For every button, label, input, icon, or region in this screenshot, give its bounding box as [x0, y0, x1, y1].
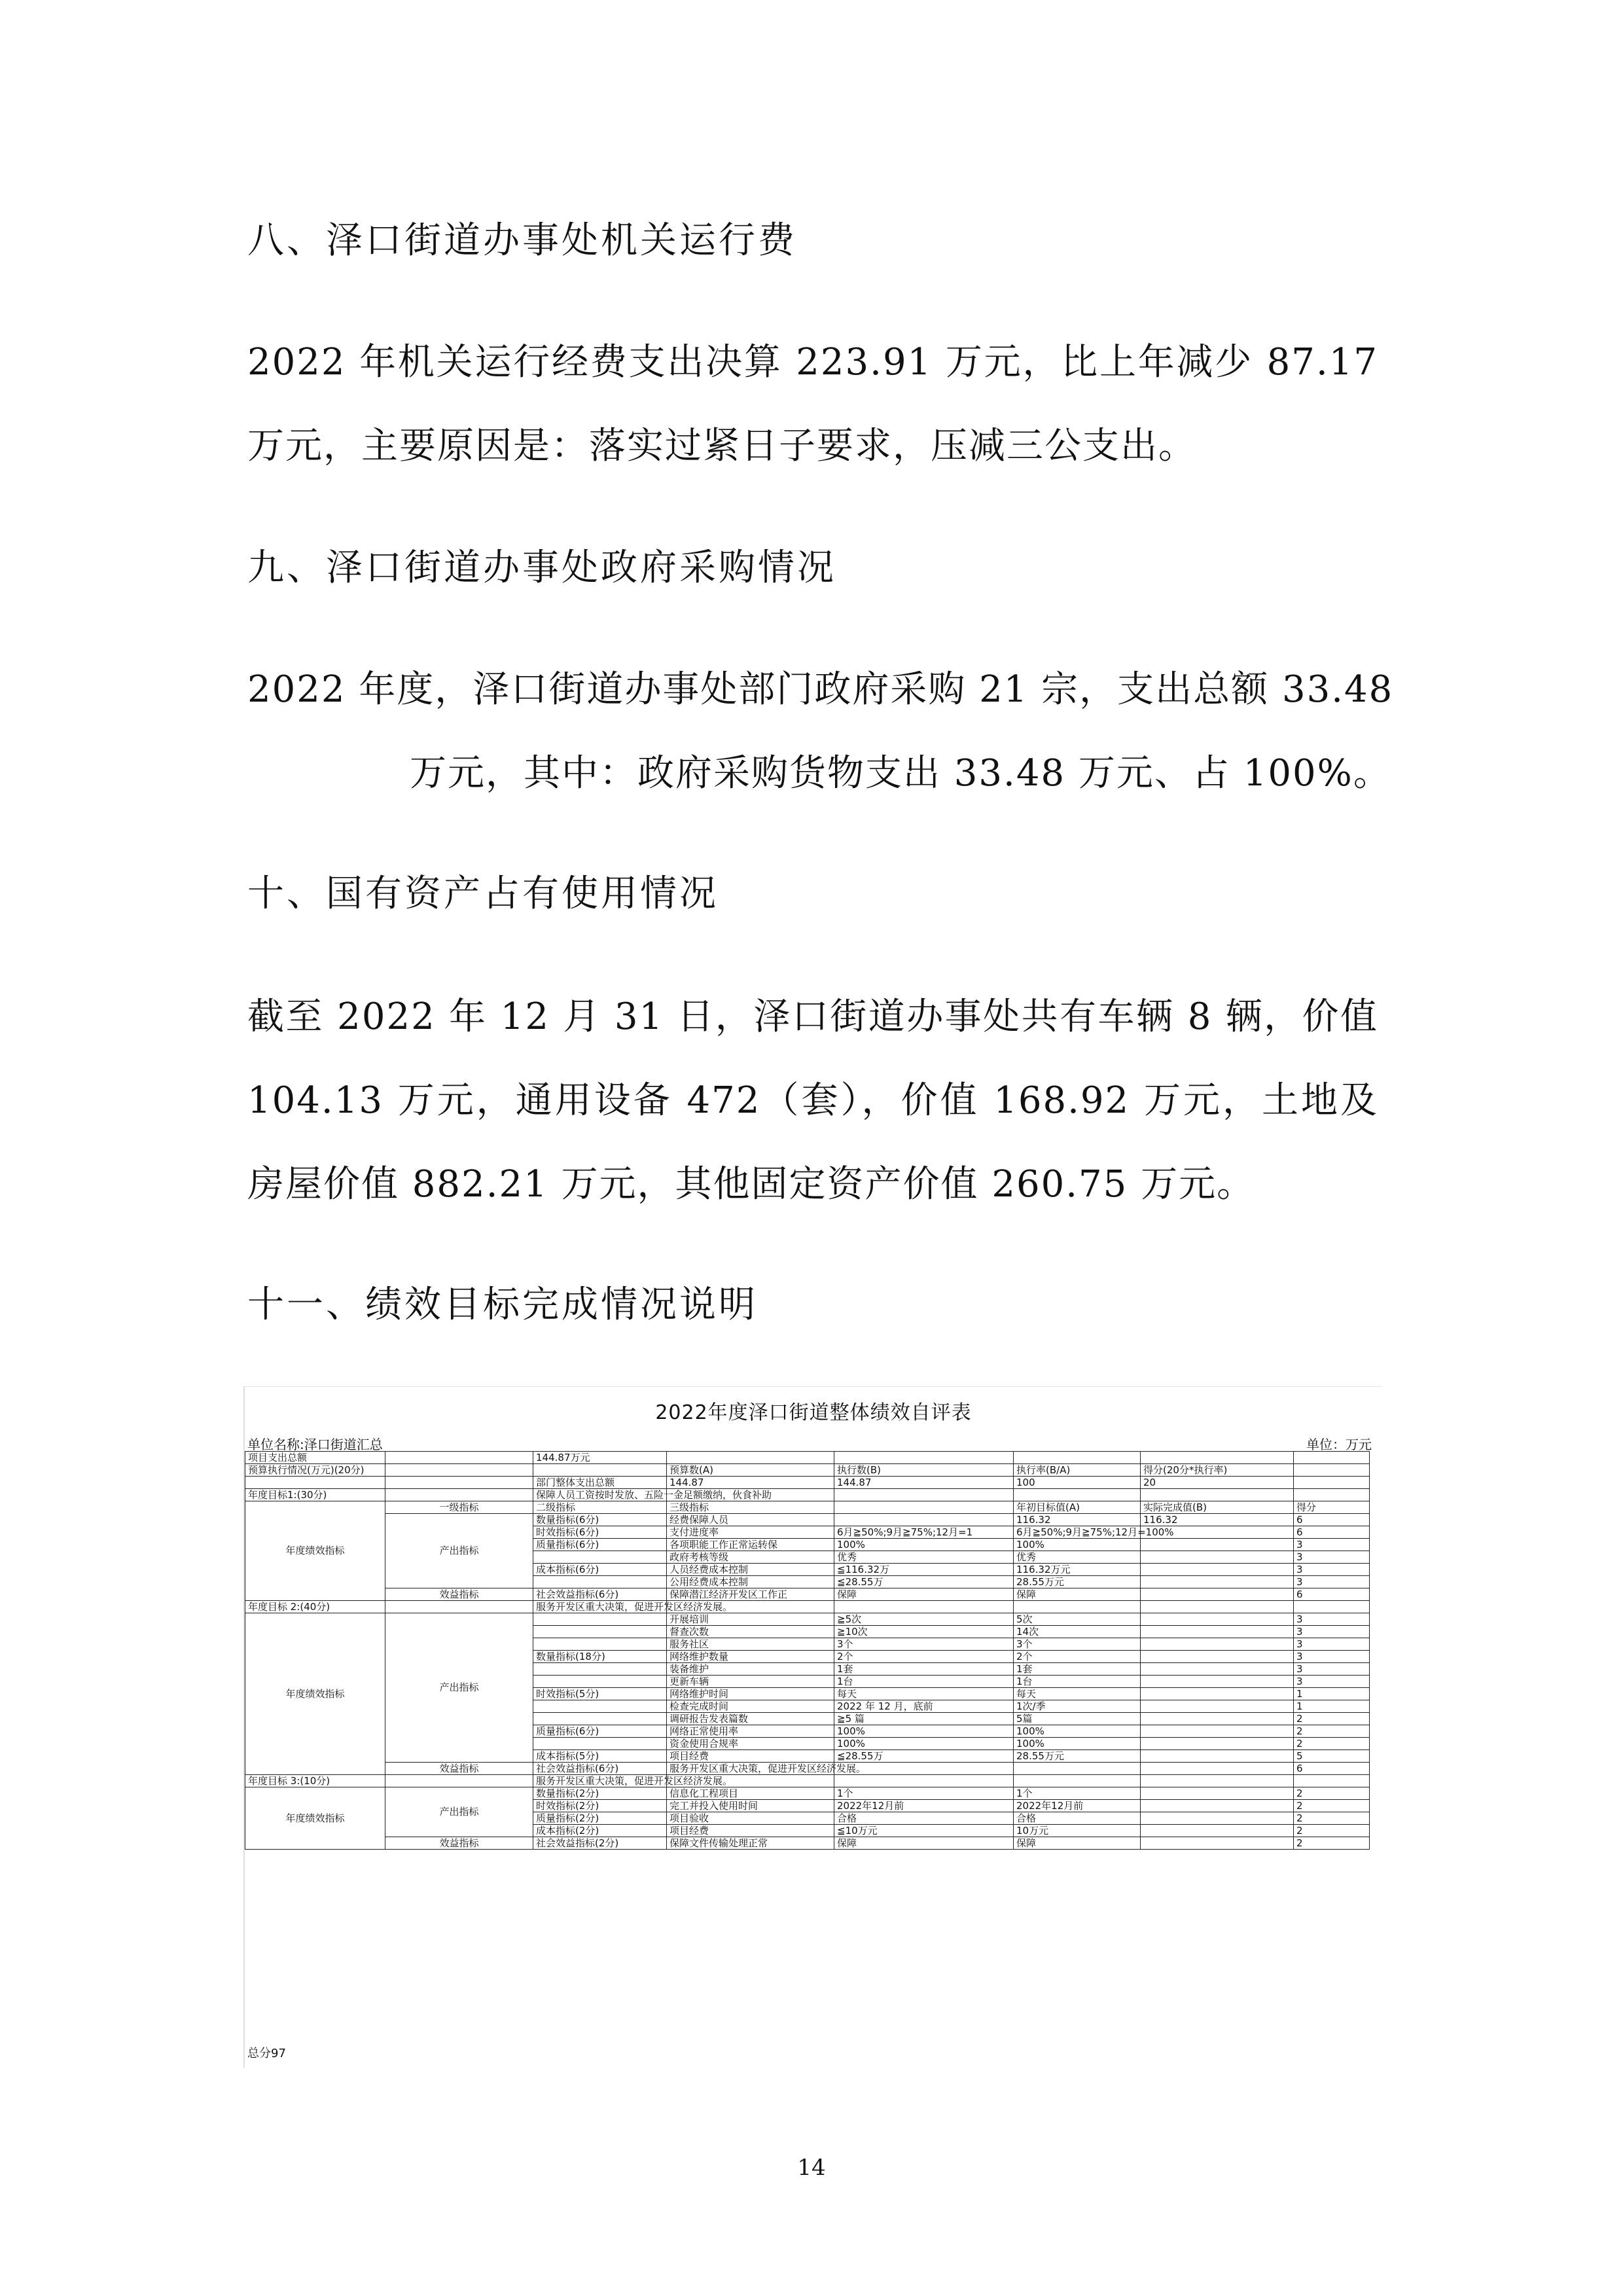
table-cell: 20 [1141, 1477, 1294, 1489]
table-cell [1141, 1688, 1294, 1700]
table-row [245, 1837, 1370, 1850]
table-cell: 2 [1294, 1725, 1370, 1738]
table-cell: 144.87万元 [533, 1452, 667, 1464]
table-cell: 116.32 [1014, 1514, 1141, 1526]
table-cell: 2个 [834, 1651, 1014, 1663]
table-cell: 各项职能工作正常运转保 [667, 1539, 834, 1551]
table-cell: 2个 [1014, 1651, 1141, 1663]
table-cell: 100% [1014, 1539, 1141, 1551]
table-cell: 3 [1294, 1613, 1370, 1626]
table-cell: 年度目标 3:(10分) [245, 1775, 385, 1787]
table-cell: 100% [834, 1725, 1014, 1738]
table-cell [1294, 1775, 1370, 1787]
table-cell [1141, 1713, 1294, 1725]
table-cell: 100 [1014, 1477, 1141, 1489]
table-cell: 一级指标 [385, 1501, 533, 1514]
table-cell: 年初目标值(A) [1014, 1501, 1141, 1514]
table-cell [1141, 1626, 1294, 1638]
table-cell [1141, 1588, 1294, 1601]
table-cell: 合格 [1014, 1812, 1141, 1825]
table-cell: 执行数(B) [834, 1464, 1014, 1477]
table-cell: 更新车辆 [667, 1676, 834, 1688]
table-cell: 年度绩效指标 [245, 1613, 385, 1775]
table-cell [1141, 1800, 1294, 1812]
table-cell: 数量指标(2分) [533, 1787, 667, 1800]
table-cell: 装备维护 [667, 1663, 834, 1676]
performance-table-image [243, 1386, 1382, 2068]
table-cell: 每天 [834, 1688, 1014, 1700]
table-cell: 1套 [834, 1663, 1014, 1676]
table-cell: 2 [1294, 1713, 1370, 1725]
table-cell [385, 1464, 533, 1477]
table-cell [533, 1676, 667, 1688]
table-cell [1141, 1787, 1294, 1800]
table-cell: ≦10万元 [834, 1825, 1014, 1837]
table-cell: 116.32万元 [1014, 1564, 1141, 1576]
table-cell: 2 [1294, 1738, 1370, 1750]
table-cell: 经费保障人员 [667, 1514, 834, 1526]
table-cell [533, 1613, 667, 1626]
table-cell: ≧5次 [834, 1613, 1014, 1626]
table-cell: 调研报告发表篇数 [667, 1713, 834, 1725]
table-cell [385, 1601, 533, 1613]
section-heading-11: 十一、绩效目标完成情况说明 [247, 1283, 758, 1326]
section-paragraph-10: 截至 2022 年 12 月 31 日，泽口街道办事处共有车辆 8 辆，价值 104.13 万元，通用设备 472（套），价值 168.92 万元，土地及房屋价值 882.21 万元，其他固定资产价值 260.75 万元。 [247, 996, 1378, 1206]
table-cell: 3 [1294, 1676, 1370, 1688]
table-row [245, 1464, 1370, 1477]
table-cell [533, 1663, 667, 1676]
table-cell: 保障文件传输处理正常 [667, 1837, 834, 1850]
table-cell [1294, 1452, 1370, 1464]
table-cell: 社会效益指标(2分) [533, 1837, 667, 1850]
table-cell: 1次/季 [1014, 1700, 1141, 1713]
table-cell [1141, 1539, 1294, 1551]
section-paragraph-9-line1: 2022 年度，泽口街道办事处部门政府采购 21 宗，支出总额 33.48 [247, 668, 1394, 711]
table-cell [385, 1477, 533, 1489]
table-cell: 3 [1294, 1651, 1370, 1663]
table-cell: 保障潜江经济开发区工作正 [667, 1588, 834, 1601]
table-cell [1014, 1489, 1141, 1501]
table-cell [834, 1514, 1014, 1526]
table-cell: 服务社区 [667, 1638, 834, 1651]
table-cell: 3 [1294, 1663, 1370, 1676]
table-cell [1294, 1464, 1370, 1477]
table-row [245, 1501, 1370, 1514]
table-cell: 公用经费成本控制 [667, 1576, 834, 1588]
table-cell [667, 1452, 834, 1464]
table-cell: 成本指标(6分) [533, 1564, 667, 1576]
table-cell: 质量指标(2分) [533, 1812, 667, 1825]
table-total: 总分97 [247, 2047, 286, 2060]
table-cell: 项目经费 [667, 1825, 834, 1837]
table-row [245, 1613, 1370, 1626]
table-unit-name: 单位名称:泽口街道汇总 [247, 1437, 383, 1452]
table-cell: 质量指标(6分) [533, 1725, 667, 1738]
table-cell [1294, 1477, 1370, 1489]
table-cell: 社会效益指标(6分) [533, 1763, 667, 1775]
table-cell: ≦116.32万 [834, 1564, 1014, 1576]
table-cell: 年度绩效指标 [245, 1787, 385, 1850]
table-cell: 每天 [1014, 1688, 1141, 1700]
table-cell [1141, 1763, 1294, 1775]
table-row [245, 1477, 1370, 1489]
table-cell [1141, 1812, 1294, 1825]
table-cell: 时效指标(6分) [533, 1526, 667, 1539]
table-cell: ≧5 篇 [834, 1713, 1014, 1725]
table-cell: 执行率(B/A) [1014, 1464, 1141, 1477]
table-cell: 网络维护时间 [667, 1688, 834, 1700]
page-number: 14 [797, 2155, 826, 2181]
table-cell: 年度目标 2:(40分) [245, 1601, 385, 1613]
table-cell: 预算执行情况(万元)(20分) [245, 1464, 385, 1477]
table-cell: 服务开发区重大决策，促进开发区经济发展。 [533, 1601, 667, 1613]
table-cell [245, 1477, 385, 1489]
table-cell: 二级指标 [533, 1501, 667, 1514]
table-cell: 产出指标 [385, 1787, 533, 1837]
section-paragraph-9-line2: 万元，其中：政府采购货物支出 33.48 万元、占 100%。 [410, 752, 1391, 795]
table-cell: 10万元 [1014, 1825, 1141, 1837]
table-cell: 3 [1294, 1626, 1370, 1638]
table-cell: 3 [1294, 1551, 1370, 1564]
table-cell [1141, 1613, 1294, 1626]
table-cell [1294, 1489, 1370, 1501]
table-cell [1141, 1676, 1294, 1688]
table-cell: 服务开发区重大决策，促进开发区经济发展。 [667, 1763, 834, 1775]
table-cell [385, 1452, 533, 1464]
table-cell: 成本指标(5分) [533, 1750, 667, 1763]
table-cell [1141, 1551, 1294, 1564]
table-cell: 3 [1294, 1576, 1370, 1588]
table-cell: 优秀 [1014, 1551, 1141, 1564]
table-cell [533, 1464, 667, 1477]
table-cell: 保障 [834, 1588, 1014, 1601]
table-cell: 100% [1014, 1725, 1141, 1738]
table-cell [1141, 1576, 1294, 1588]
table-cell: 6月≧50%;9月≧75%;12月=100% [1014, 1526, 1141, 1539]
table-cell: 2 [1294, 1800, 1370, 1812]
table-row [245, 1514, 1370, 1526]
table-row [245, 1588, 1370, 1601]
table-cell: 实际完成值(B) [1141, 1501, 1294, 1514]
table-cell: 2 [1294, 1787, 1370, 1800]
table-cell: 1 [1294, 1688, 1370, 1700]
table-cell: 保障人员工资按时发放、五险一金足额缴纳，伙食补助 [533, 1489, 667, 1501]
table-cell [1014, 1452, 1141, 1464]
table-cell: ≦28.55万 [834, 1576, 1014, 1588]
table-cell [1141, 1663, 1294, 1676]
table-unit-label: 单位：万元 [1306, 1437, 1372, 1452]
table-cell: 得分 [1294, 1501, 1370, 1514]
table-cell [385, 1775, 533, 1787]
table-cell: 社会效益指标(6分) [533, 1588, 667, 1601]
table-cell: 144.87 [834, 1477, 1014, 1489]
table-cell: 2 [1294, 1825, 1370, 1837]
table-cell [1141, 1489, 1294, 1501]
table-row [245, 1763, 1370, 1775]
table-cell: 效益指标 [385, 1588, 533, 1601]
table-cell: 6 [1294, 1514, 1370, 1526]
table-cell: 100% [834, 1539, 1014, 1551]
table-cell [1294, 1601, 1370, 1613]
table-cell: 年度目标1:(30分) [245, 1489, 385, 1501]
table-cell: 督查次数 [667, 1626, 834, 1638]
table-cell: 部门整体支出总额 [533, 1477, 667, 1489]
section-heading-8: 八、泽口街道办事处机关运行费 [247, 219, 797, 262]
table-cell: 网络维护数量 [667, 1651, 834, 1663]
table-cell: 1 [1294, 1700, 1370, 1713]
table-cell: 项目验收 [667, 1812, 834, 1825]
table-cell [1141, 1564, 1294, 1576]
table-cell [1141, 1601, 1294, 1613]
table-cell: 2 [1294, 1837, 1370, 1850]
table-cell [533, 1700, 667, 1713]
table-cell [1014, 1763, 1141, 1775]
table-cell [533, 1638, 667, 1651]
table-cell: 数量指标(18分) [533, 1651, 667, 1663]
performance-table [245, 1451, 1370, 1850]
table-row [245, 1601, 1370, 1613]
table-cell [533, 1551, 667, 1564]
table-cell [1014, 1775, 1141, 1787]
table-cell: 6月≧50%;9月≧75%;12月=1 [834, 1526, 1014, 1539]
table-cell [533, 1713, 667, 1725]
table-cell: 网络正常使用率 [667, 1725, 834, 1738]
table-cell: 时效指标(2分) [533, 1800, 667, 1812]
table-cell: 资金使用合规率 [667, 1738, 834, 1750]
table-cell: 5 [1294, 1750, 1370, 1763]
table-cell: 预算数(A) [667, 1464, 834, 1477]
table-cell: 3 [1294, 1539, 1370, 1551]
table-cell: 3 [1294, 1638, 1370, 1651]
table-cell [834, 1775, 1014, 1787]
section-heading-10: 十、国有资产占有使用情况 [247, 872, 719, 915]
table-cell: 效益指标 [385, 1837, 533, 1850]
table-cell: 144.87 [667, 1477, 834, 1489]
table-cell: 效益指标 [385, 1763, 533, 1775]
table-cell [533, 1738, 667, 1750]
table-cell [834, 1501, 1014, 1514]
table-cell: ≦28.55万 [834, 1750, 1014, 1763]
table-row [245, 1787, 1370, 1800]
table-row [245, 1452, 1370, 1464]
table-cell: 1个 [834, 1787, 1014, 1800]
table-cell: 保障 [1014, 1588, 1141, 1601]
table-cell: 2022年12月前 [1014, 1800, 1141, 1812]
table-cell [1141, 1651, 1294, 1663]
table-cell: 5次 [1014, 1613, 1141, 1626]
table-cell: 优秀 [834, 1551, 1014, 1564]
table-cell: 1台 [834, 1676, 1014, 1688]
table-cell: 服务开发区重大决策，促进开发区经济发展。 [533, 1775, 667, 1787]
table-cell: 6 [1294, 1526, 1370, 1539]
table-cell: 产出指标 [385, 1514, 533, 1588]
table-cell: 检查完成时间 [667, 1700, 834, 1713]
table-row [245, 1775, 1370, 1787]
table-cell [1141, 1700, 1294, 1713]
table-cell: 项目经费 [667, 1750, 834, 1763]
table-cell: 支付进度率 [667, 1526, 834, 1539]
table-cell: 2022 年 12 月，底前 [834, 1700, 1014, 1713]
table-cell [1141, 1452, 1294, 1464]
table-cell [385, 1489, 533, 1501]
table-cell: ≧10次 [834, 1626, 1014, 1638]
table-cell: 年度绩效指标 [245, 1501, 385, 1601]
table-cell: 政府考核等级 [667, 1551, 834, 1564]
table-cell [834, 1452, 1014, 1464]
table-cell: 项目支出总额 [245, 1452, 385, 1464]
table-cell: 6 [1294, 1588, 1370, 1601]
table-cell [1141, 1725, 1294, 1738]
table-cell [834, 1601, 1014, 1613]
table-cell: 100% [834, 1738, 1014, 1750]
table-cell: 产出指标 [385, 1613, 533, 1763]
table-cell: 完工并投入使用时间 [667, 1800, 834, 1812]
table-cell: 1个 [1014, 1787, 1141, 1800]
table-cell [1014, 1601, 1141, 1613]
table-cell: 28.55万元 [1014, 1576, 1141, 1588]
table-cell [1141, 1775, 1294, 1787]
table-cell [834, 1489, 1014, 1501]
table-cell: 质量指标(6分) [533, 1539, 667, 1551]
table-cell: 保障 [834, 1837, 1014, 1850]
section-heading-9: 九、泽口街道办事处政府采购情况 [247, 547, 836, 589]
table-cell: 时效指标(5分) [533, 1688, 667, 1700]
section-paragraph-8: 2022 年机关运行经费支出决算 223.91 万元，比上年减少 87.17 万元，主要原因是：落实过紧日子要求，压减三公支出。 [247, 341, 1378, 467]
table-cell: 合格 [834, 1812, 1014, 1825]
table-cell: 100% [1014, 1738, 1141, 1750]
table-cell [1141, 1638, 1294, 1651]
table-cell [533, 1576, 667, 1588]
table-row [245, 1489, 1370, 1501]
table-cell: 得分(20分*执行率) [1141, 1464, 1294, 1477]
table-cell [1141, 1750, 1294, 1763]
table-cell [1141, 1825, 1294, 1837]
table-cell [533, 1626, 667, 1638]
table-cell: 6 [1294, 1763, 1370, 1775]
table-cell: 3 [1294, 1564, 1370, 1576]
table-cell: 2 [1294, 1812, 1370, 1825]
table-cell: 1套 [1014, 1663, 1141, 1676]
table-cell: 1台 [1014, 1676, 1141, 1688]
table-cell: 三级指标 [667, 1501, 834, 1514]
table-cell: 3个 [1014, 1638, 1141, 1651]
table-cell: 3个 [834, 1638, 1014, 1651]
table-cell: 116.32 [1141, 1514, 1294, 1526]
table-cell: 保障 [1014, 1837, 1141, 1850]
table-cell: 28.55万元 [1014, 1750, 1141, 1763]
table-cell [1141, 1837, 1294, 1850]
table-cell: 成本指标(2分) [533, 1825, 667, 1837]
table-cell: 数量指标(6分) [533, 1514, 667, 1526]
table-title: 2022年度泽口街道整体绩效自评表 [655, 1401, 972, 1424]
table-cell: 人员经费成本控制 [667, 1564, 834, 1576]
table-cell: 开展培训 [667, 1613, 834, 1626]
table-cell [1141, 1738, 1294, 1750]
table-cell: 5篇 [1014, 1713, 1141, 1725]
table-cell: 信息化工程项目 [667, 1787, 834, 1800]
table-cell: 2022年12月前 [834, 1800, 1014, 1812]
table-cell: 14次 [1014, 1626, 1141, 1638]
